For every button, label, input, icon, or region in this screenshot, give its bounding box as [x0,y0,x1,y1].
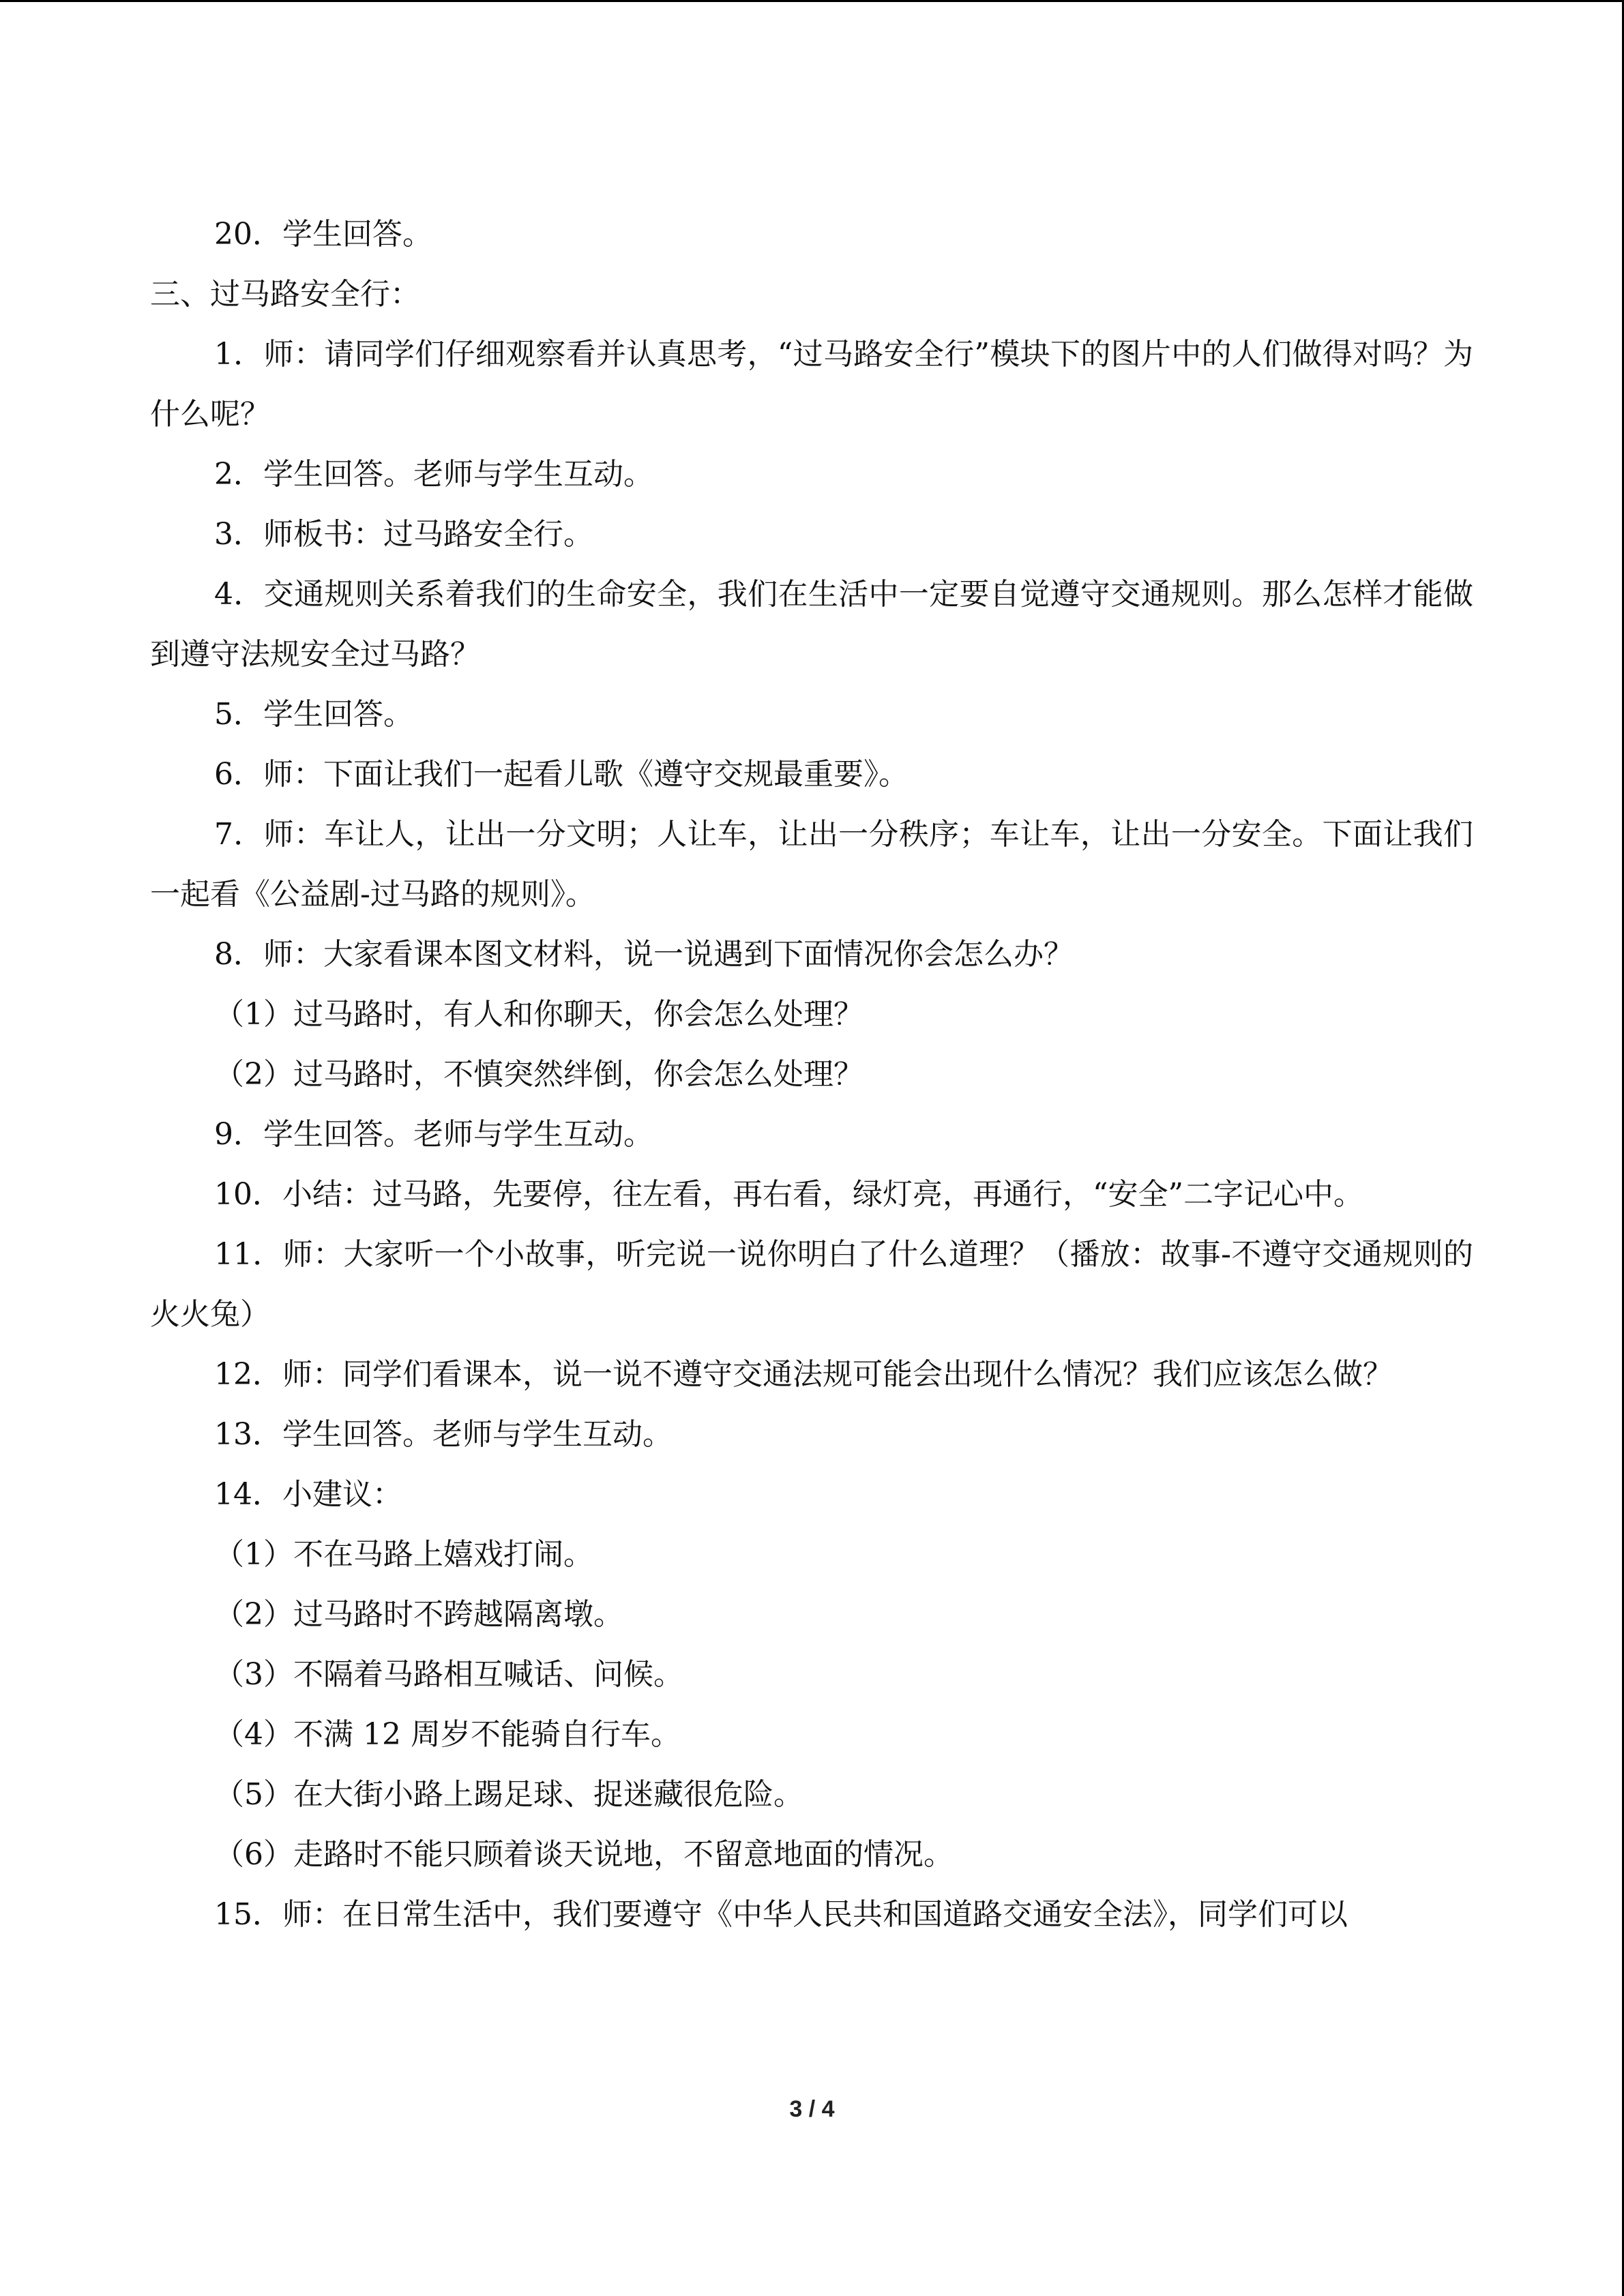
paragraph: 13．学生回答。老师与学生互动。 [214,1417,673,1452]
sub-item: （1）不在马路上嬉戏打闹。 [214,1537,593,1572]
paragraph: 1．师：请同学们仔细观察看并认真思考，“过马路安全行”模块下的图片中的人们做得对吗？为什么呢？ [150,337,1473,432]
sub-item: （2）过马路时，不慎突然绊倒，你会怎么处理？ [214,1057,863,1092]
paragraph: 7．师：车让人，让出一分文明；人让车，让出一分秩序；车让车，让出一分安全。下面让我们一起看《公益剧-过马路的规则》。 [150,817,1473,912]
paragraph: 12．师：同学们看课本，说一说不遵守交通法规可能会出现什么情况？我们应该怎么做？ [214,1357,1393,1392]
paragraph: 8．师：大家看课本图文材料，说一说遇到下面情况你会怎么办？ [214,937,1074,972]
paragraph: 20．学生回答。 [214,217,432,252]
paragraph: 4．交通规则关系着我们的生命安全，我们在生活中一定要自觉遵守交通规则。那么怎样才能做到遵守法规安全过马路？ [150,577,1473,672]
page-number: 3 / 4 [789,2096,835,2122]
paragraph: 10．小结：过马路，先要停，往左看，再右看，绿灯亮，再通行，“安全”二字记心中。 [214,1177,1363,1212]
sub-item: （3）不隔着马路相互喊话、问候。 [214,1657,683,1692]
section-heading: 三、过马路安全行： [150,277,420,312]
document-body [150,205,1473,1945]
paragraph: 15．师：在日常生活中，我们要遵守《中华人民共和国道路交通安全法》，同学们可以 [214,1897,1348,1932]
sub-item: （5）在大街小路上踢足球、捉迷藏很危险。 [214,1777,803,1812]
sub-item: （1）过马路时，有人和你聊天，你会怎么处理？ [214,997,863,1032]
sub-item: （2）过马路时不跨越隔离墩。 [214,1597,623,1632]
paragraph: 5．学生回答。 [214,697,413,732]
paragraph: 3．师板书：过马路安全行。 [214,517,593,552]
paragraph: 9．学生回答。老师与学生互动。 [214,1117,653,1152]
paragraph: 11．师：大家听一个小故事，听完说一说你明白了什么道理？（播放：故事-不遵守交通规则的火火兔） [150,1237,1473,1332]
paragraph: 6．师：下面让我们一起看儿歌《遵守交规最重要》。 [214,757,909,792]
paragraph: 14．小建议： [214,1477,402,1512]
page-top-border [0,0,1624,2]
paragraph: 2．学生回答。老师与学生互动。 [214,457,653,492]
sub-item: （4）不满 12 周岁不能骑自行车。 [214,1717,681,1752]
sub-item: （6）走路时不能只顾着谈天说地，不留意地面的情况。 [214,1837,954,1872]
